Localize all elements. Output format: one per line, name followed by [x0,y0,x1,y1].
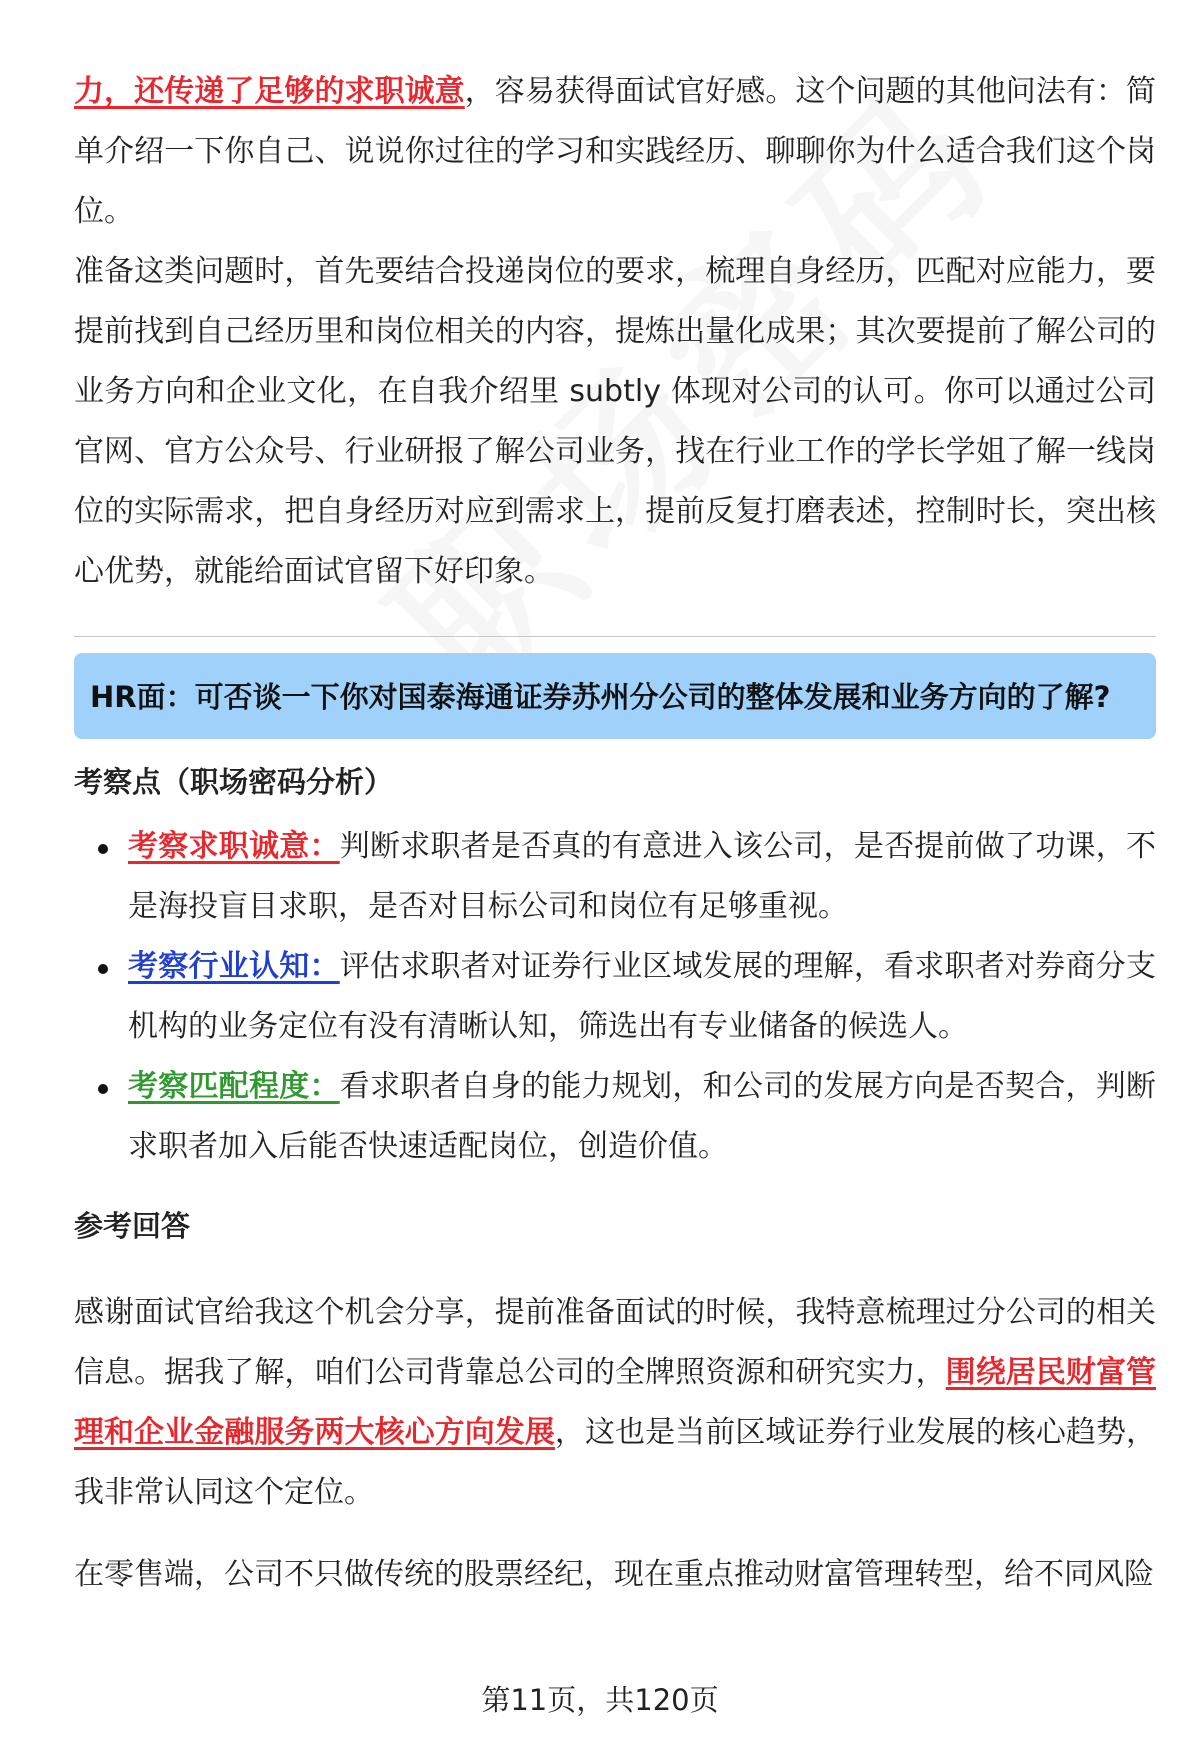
analysis-label: 考察求职诚意： [128,829,340,864]
analysis-text: 判断求职者是否真的有意进入该公司，是否提前做了功课，不是海投盲目求职，是否对目标公司和岗位有足够重视。 [128,829,1157,924]
spacer [74,1261,1156,1283]
answer-paragraph-2: 在零售端，公司不只做传统的股票经纪，现在重点推动财富管理转型，给不同风险 [74,1557,1154,1592]
analysis-text: 评估求职者对证券行业区域发展的理解，看求职者对券商分支机构的业务定位有没有清晰认知，筛选出有专业储备的候选人。 [128,949,1157,1044]
answer-text-post: ，这也是当前区域证券行业发展的核心趋势，我非常认同这个定位。 [74,1415,1157,1510]
section-divider [74,636,1156,637]
analysis-heading: 考察点（职场密码分析） [74,765,394,799]
analysis-item-match [128,1057,1156,1177]
prep-paragraph: 准备这类问题时，首先要结合投递岗位的要求，梳理自身经历，匹配对应能力，要提前找到自己经历里和岗位相关的内容，提炼出量化成果；其次要提前了解公司的业务方向和企业文化，在自我介绍里 subtly 体现对公司的认可。你可以通过公司官网、官方公众号、行业研报了解公司业务，找在行业工作的学长学姐了解一线岗位的实际需求，把自身经历对应到需求上，提前反复打磨表述，控制时长，突出核心优势，就能给面试官留下好印象。 [74,254,1156,589]
spacer [74,1523,1156,1545]
bullet-icon [98,844,108,854]
answer-text-pre: 感谢面试官给我这个机会分享，提前准备面试的时候，我特意梳理过分公司的相关信息。据我了解，咱们公司背靠总公司的全牌照资源和研究实力， [74,1295,1156,1390]
intro-paragraph [74,62,1156,242]
analysis-label: 考察匹配程度： [128,1069,340,1104]
analysis-item-sincerity [128,817,1156,937]
analysis-label: 考察行业认知： [128,949,340,984]
intro-highlight: 力，还传递了足够的求职诚意 [74,74,465,109]
analysis-list [74,817,1156,1177]
analysis-text: 看求职者自身的能力规划，和公司的发展方向是否契合，判断求职者加入后能否快速适配岗位，创造价值。 [128,1069,1157,1164]
analysis-item-industry [128,937,1156,1057]
page-content [74,62,1156,1605]
answer-highlight: 围绕居民财富管理和企业金融服务两大核心方向发展 [74,1355,1156,1450]
intro-rest: ，容易获得面试官好感。这个问题的其他问法有：简单介绍一下你自己、说说你过往的学习和实践经历、聊聊你为什么适合我们这个岗位。 [74,74,1157,229]
bullet-icon [98,964,108,974]
question-box: HR面：可否谈一下你对国泰海通证券苏州分公司的整体发展和业务方向的了解? [74,653,1156,739]
bullet-icon [98,1084,108,1094]
page-footer: 第11页，共120页 [481,1683,719,1717]
answer-paragraph-1 [74,1283,1156,1523]
answer-heading: 参考回答 [74,1209,191,1243]
